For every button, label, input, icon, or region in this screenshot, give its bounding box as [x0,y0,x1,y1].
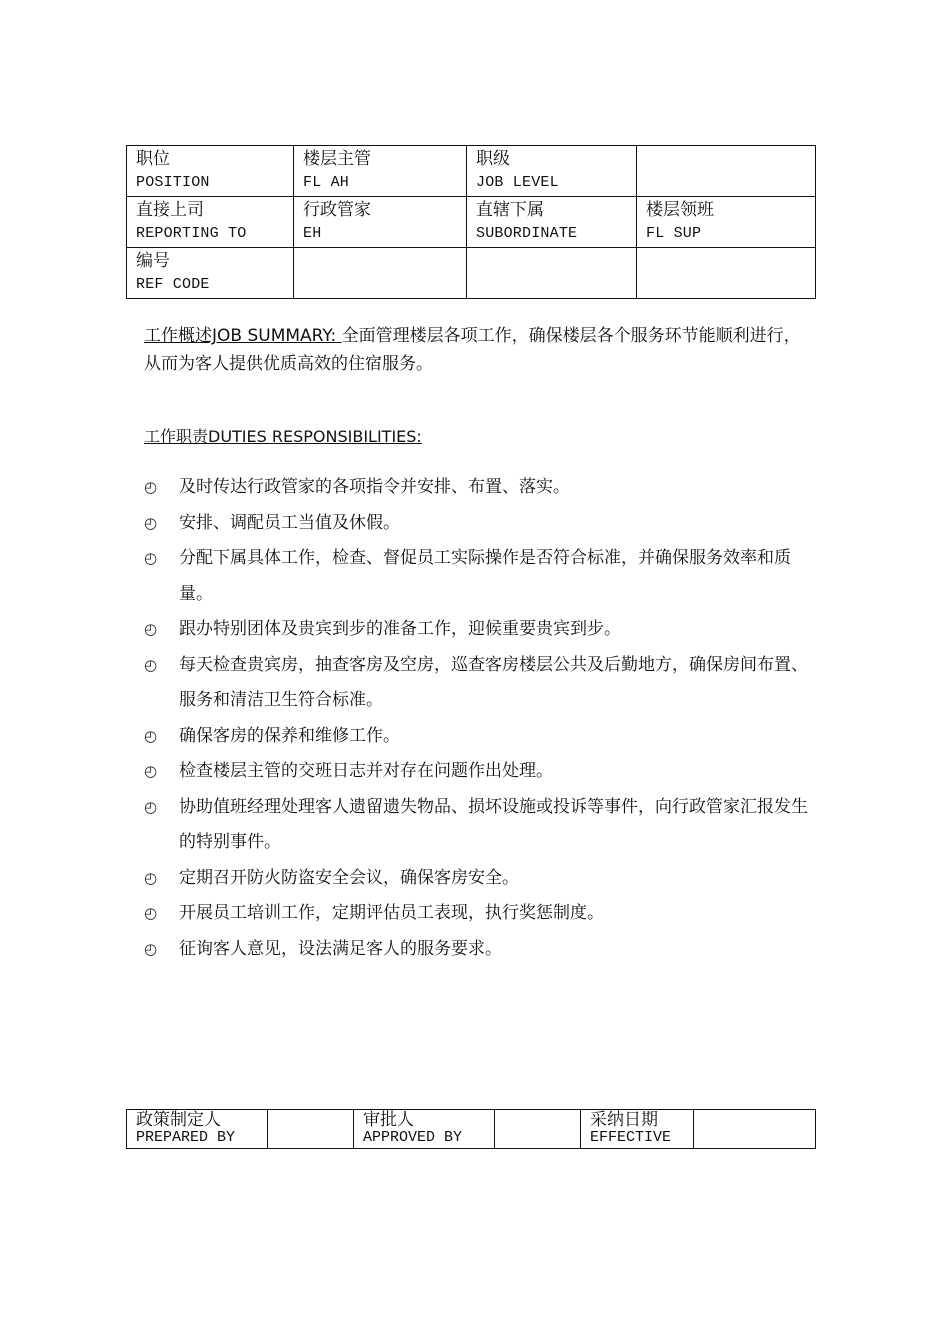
clock-bullet-icon: ◴ [144,726,158,745]
clock-bullet-icon: ◴ [144,478,158,496]
subordinate-value-en: FL SUP [646,225,702,242]
prepared-by-value-cell [268,1110,354,1149]
duty-text: 检查楼层主管的交班日志并对存在问题作出处理。 [179,761,553,781]
position-label-zh: 职位 [136,149,170,169]
position-label-cell [127,146,294,197]
duty-text: 及时传达行政管家的各项指令并安排、布置、落实。 [179,477,570,497]
job-level-value-cell [637,146,816,197]
duties-list [144,470,816,967]
duty-text: 征询客人意见，设法满足客人的服务要求。 [179,938,502,959]
approved-by-label-zh: 审批人 [363,1110,414,1130]
prepared-by-label-en: PREPARED BY [136,1129,236,1146]
prepared-by-label-cell [127,1110,268,1149]
subordinate-label-en: SUBORDINATE [476,225,578,242]
list-item [144,506,816,542]
empty-cell [637,248,816,299]
effective-label-zh: 采纳日期 [590,1110,658,1130]
subordinate-value-zh: 楼层领班 [646,200,714,220]
position-label-en: POSITION [136,174,210,191]
reporting-label-zh: 直接上司 [136,200,204,220]
clock-bullet-icon: ◴ [144,904,158,922]
list-item [144,541,816,612]
duties-title: 工作职责DUTIES RESPONSIBILITIES: [144,427,422,446]
subordinate-label-cell [467,197,637,248]
job-summary-label: 工作概述JOB SUMMARY: [144,326,342,346]
ref-code-value-cell [294,248,467,299]
duty-text: 定期召开防火防盗安全会议，确保客房安全。 [179,867,519,888]
table-row [127,197,816,248]
duty-text: 每天检查贵宾房，抽查客房及空房，巡查客房楼层公共及后勤地方，确保房间布置、服务和清洁卫生符合标准。 [179,654,808,710]
approved-by-label-cell [354,1110,495,1149]
approved-by-value-cell [495,1110,581,1149]
list-item [144,612,816,648]
table-row [127,146,816,197]
duty-text: 跟办特别团体及贵宾到步的准备工作，迎候重要贵宾到步。 [179,619,621,639]
position-value-zh: 楼层主管 [303,149,371,169]
clock-bullet-icon: ◴ [144,762,158,780]
list-item [144,648,816,719]
ref-code-label-cell [127,248,294,299]
clock-bullet-icon: ◴ [144,549,158,567]
clock-bullet-icon: ◴ [144,655,158,674]
reporting-label-cell [127,197,294,248]
effective-label-en: EFFECTIVE [590,1129,672,1146]
duty-text: 开展员工培训工作，定期评估员工表现，执行奖惩制度。 [179,903,604,923]
reporting-value-zh: 行政管家 [303,200,371,220]
job-summary-text: 全面管理楼层各项工作，确保楼层各个服务环节能顺利进行，从而为客人提供优质高效的住宿服务。 [144,326,801,374]
reporting-label-en: REPORTING TO [136,225,247,242]
empty-cell [467,248,637,299]
reporting-value-en: EH [303,225,322,242]
effective-label-cell [581,1110,694,1149]
list-item [144,861,816,897]
job-level-label-cell [467,146,637,197]
subordinate-label-zh: 直辖下属 [476,200,544,220]
position-value-en: FL AH [303,174,350,191]
job-info-table [126,145,816,299]
job-level-label-en: JOB LEVEL [476,174,559,191]
table-row [127,248,816,299]
approved-by-label-en: APPROVED BY [363,1129,463,1146]
effective-value-cell [694,1110,816,1149]
subordinate-value-cell [637,197,816,248]
ref-code-label-zh: 编号 [136,251,170,271]
duty-text: 分配下属具体工作，检查、督促员工实际操作是否符合标准，并确保服务效率和质量。 [179,548,791,604]
duty-text: 安排、调配员工当值及休假。 [179,512,400,533]
reporting-value-cell [294,197,467,248]
table-row [127,1110,816,1149]
list-item [144,896,816,932]
job-summary [144,322,816,378]
clock-bullet-icon: ◴ [144,868,158,887]
ref-code-label-en: REF CODE [136,276,210,293]
duty-text: 协助值班经理处理客人遗留遗失物品、损坏设施或投诉等事件，向行政管家汇报发生的特别事件。 [179,796,808,852]
clock-bullet-icon: ◴ [144,939,158,958]
duty-text: 确保客房的保养和维修工作。 [179,725,400,746]
position-value-cell [294,146,467,197]
list-item [144,932,816,968]
list-item [144,790,816,861]
clock-bullet-icon: ◴ [144,620,158,638]
list-item [144,754,816,790]
clock-bullet-icon: ◴ [144,513,158,532]
prepared-by-label-zh: 政策制定人 [136,1110,221,1130]
approval-table [126,1109,816,1149]
list-item [144,719,816,755]
clock-bullet-icon: ◴ [144,797,158,816]
list-item [144,470,816,506]
job-level-label-zh: 职级 [476,149,510,169]
